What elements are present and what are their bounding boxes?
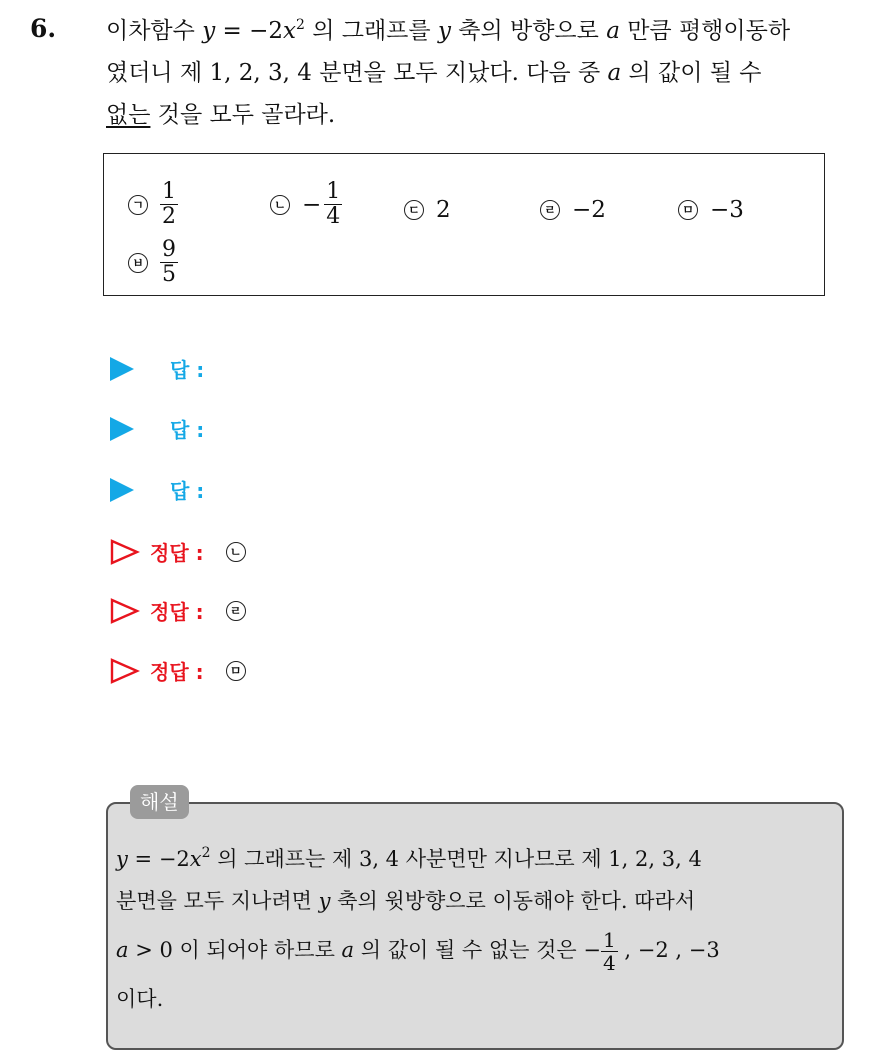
var-a: a [607, 60, 622, 86]
q-text-part: 의 값이 될 수 [621, 60, 762, 86]
answer-label: 답 : [170, 418, 205, 442]
choice-value: −2 [572, 197, 606, 223]
choice-value: 2 [436, 197, 451, 223]
choice-6[interactable] [128, 238, 178, 287]
triangle-outline-icon [110, 539, 140, 565]
choice-mark: ㄱ [128, 195, 148, 215]
choice-mark: ㅂ [128, 253, 148, 273]
var-a: a [606, 18, 620, 44]
choice-1[interactable] [128, 180, 178, 229]
var-x: x [283, 18, 296, 44]
triangle-right-icon [110, 478, 134, 502]
q-text-part: 의 그래프를 [304, 18, 438, 44]
choice-mark: ㅁ [678, 200, 698, 220]
q-text-part: 만큼 평행이동하 [619, 18, 791, 44]
q-text-part: 였더니 제 1, 2, 3, 4 분면을 모두 지났다. 다음 중 [106, 60, 608, 86]
fraction: $\frac{1}{4}$ [602, 928, 616, 975]
triangle-right-icon [110, 357, 134, 381]
q-text-part: 축의 방향으로 [450, 18, 607, 44]
q-text-part: 것을 모두 골라라. [150, 102, 336, 128]
answer-row-2 [110, 414, 204, 443]
fraction: $\frac{1}{2}$ [162, 179, 176, 229]
choice-2[interactable] [270, 180, 342, 229]
answer-label: 답 : [170, 479, 205, 503]
correct-label: 정답 : [150, 660, 204, 684]
answer-mark: ㅁ [226, 661, 246, 681]
exponent: 2 [295, 17, 305, 33]
triangle-outline-icon [110, 658, 140, 684]
fraction: $\frac{1}{4}$ [326, 179, 341, 229]
correct-label: 정답 : [150, 541, 204, 565]
question-number: 6. [30, 14, 57, 43]
q-text-part: = −2 [215, 18, 283, 44]
explanation-tab: 해설 [130, 785, 189, 819]
choices-box [103, 153, 825, 296]
triangle-right-icon [110, 417, 134, 441]
question-text [106, 10, 866, 136]
correct-row-2 [110, 596, 246, 625]
triangle-outline-icon [110, 598, 140, 624]
choice-4[interactable] [540, 197, 606, 223]
fraction: $\frac{9}{5}$ [162, 237, 176, 287]
underlined-word: 없는 [106, 102, 151, 128]
choice-mark: ㄷ [404, 200, 424, 220]
correct-label: 정답 : [150, 600, 204, 624]
q-text-part: 이차함수 [106, 18, 203, 44]
choice-3[interactable] [404, 197, 451, 223]
var-y: y [437, 18, 451, 44]
correct-row-1 [110, 537, 246, 566]
answer-mark: ㄹ [226, 601, 246, 621]
choice-mark: ㄹ [540, 200, 560, 220]
answer-label: 답 : [170, 358, 205, 382]
correct-row-3 [110, 656, 246, 685]
answer-row-1 [110, 354, 204, 383]
explanation-text: $y = -2x^2$ 의 그래프는 제 3, 4 사분면만 지나므로 제 1, 2, 3, 4 분면을 모두 지나려면 y 축의 윗방향으로 이동해야 한다. 따라서 a > 0 이 되어야 하므로 a 의 값이 될 수 없는 것은 − $\frac{1}{4}$ , −2 , −3 이다. [116, 845, 720, 1011]
choice-5[interactable] [678, 197, 744, 223]
var-y: y [202, 18, 216, 44]
choice-value: −3 [710, 197, 744, 223]
choice-mark: ㄴ [270, 195, 290, 215]
answer-row-3 [110, 475, 204, 504]
minus-sign: − [302, 191, 322, 218]
answer-mark: ㄴ [226, 542, 246, 562]
